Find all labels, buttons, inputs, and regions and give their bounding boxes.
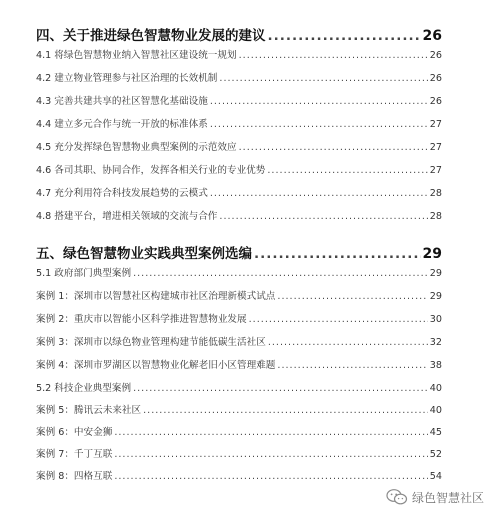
dot-leader <box>277 291 427 302</box>
entry-title: 案例 5：腾讯云未来社区 <box>36 405 142 416</box>
page-number: 28 <box>429 188 442 199</box>
dot-leader <box>219 73 427 84</box>
dot-leader <box>143 405 428 416</box>
page-number: 29 <box>429 291 442 302</box>
page-number: 27 <box>429 142 442 153</box>
dot-leader <box>114 471 427 482</box>
dot-leader <box>210 188 428 199</box>
section-heading <box>36 242 442 262</box>
entry-title: 案例 6：中安金狮 <box>36 427 113 438</box>
entry-title: 案例 7：千丁互联 <box>36 449 113 460</box>
toc-entry <box>36 334 442 348</box>
entry-title: 案例 4：深圳市罗湖区以智慧物业化解老旧小区管理难题 <box>36 360 276 371</box>
toc-entry <box>36 402 442 416</box>
toc-entry <box>36 311 442 325</box>
entry-title: 案例 8：四格互联 <box>36 471 113 482</box>
entry-title: 案例 2：重庆市以智能小区科学推进智慧物业发展 <box>36 314 247 325</box>
toc-entry <box>36 288 442 302</box>
dot-leader <box>114 427 427 438</box>
toc-entry <box>36 139 442 153</box>
dot-leader <box>219 211 427 222</box>
watermark-text: 绿色智慧社区 <box>411 490 484 505</box>
toc-entry <box>36 424 442 438</box>
page-number: 40 <box>429 383 442 394</box>
page-number: 38 <box>429 360 442 371</box>
page-number: 26 <box>429 73 442 84</box>
entry-title: 4.8 搭建平台，增进相关领域的交流与合作 <box>36 211 218 222</box>
toc-entry <box>36 185 442 199</box>
toc-entry <box>36 357 442 371</box>
toc-entry <box>36 265 442 279</box>
entry-title: 4.5 充分发挥绿色智慧物业典型案例的示范效应 <box>36 142 237 153</box>
entry-title: 4.6 各司其职、协同合作，发挥各相关行业的专业优势 <box>36 165 266 176</box>
toc-entry <box>36 162 442 176</box>
page-number: 26 <box>422 28 442 44</box>
entry-title: 4.7 充分利用符合科技发展趋势的云模式 <box>36 188 208 199</box>
section-title: 四、关于推进绿色智慧物业发展的建议 <box>36 28 266 44</box>
dot-leader <box>114 449 427 460</box>
dot-leader <box>239 50 428 61</box>
page-number: 27 <box>429 119 442 130</box>
toc-entry <box>36 93 442 107</box>
page-number: 28 <box>429 211 442 222</box>
dot-leader <box>133 383 428 394</box>
page-number: 30 <box>429 314 442 325</box>
page-number: 45 <box>429 427 442 438</box>
toc-entry <box>36 70 442 84</box>
entry-title: 5.2 科技企业典型案例 <box>36 383 132 394</box>
toc-entry <box>36 47 442 61</box>
toc-entry <box>36 380 442 394</box>
page-number: 40 <box>429 405 442 416</box>
page-number: 27 <box>429 165 442 176</box>
dot-leader <box>239 142 428 153</box>
page-number: 32 <box>429 337 442 348</box>
wechat-icon <box>386 488 408 506</box>
entry-title: 4.3 完善共建共享的社区智慧化基础设施 <box>36 96 208 107</box>
dot-leader <box>249 314 428 325</box>
section-title: 五、绿色智慧物业实践典型案例选编 <box>36 246 252 262</box>
dot-leader <box>268 337 428 348</box>
dot-leader <box>268 28 421 44</box>
page-number: 29 <box>429 268 442 279</box>
section-heading <box>36 24 442 44</box>
dot-leader <box>210 96 428 107</box>
toc-entry <box>36 208 442 222</box>
entry-title: 4.4 建立多元合作与统一开放的标准体系 <box>36 119 208 130</box>
page-number: 26 <box>429 50 442 61</box>
toc-entry <box>36 468 442 482</box>
page-number: 26 <box>429 96 442 107</box>
dot-leader <box>210 119 428 130</box>
dot-leader <box>267 165 427 176</box>
toc-entry <box>36 116 442 130</box>
dot-leader <box>254 246 421 262</box>
watermark <box>386 488 484 506</box>
page-number: 54 <box>429 471 442 482</box>
page-number: 52 <box>429 449 442 460</box>
dot-leader <box>277 360 427 371</box>
toc-entry <box>36 446 442 460</box>
entry-title: 4.1 将绿色智慧物业纳入智慧社区建设统一规划 <box>36 50 237 61</box>
entry-title: 案例 1：深圳市以智慧社区构建城市社区治理新模式试点 <box>36 291 276 302</box>
entry-title: 4.2 建立物业管理参与社区治理的长效机制 <box>36 73 218 84</box>
dot-leader <box>133 268 428 279</box>
page-number: 29 <box>422 246 442 262</box>
entry-title: 案例 3：深圳市以绿色物业管理构建节能低碳生活社区 <box>36 337 266 348</box>
entry-title: 5.1 政府部门典型案例 <box>36 268 132 279</box>
